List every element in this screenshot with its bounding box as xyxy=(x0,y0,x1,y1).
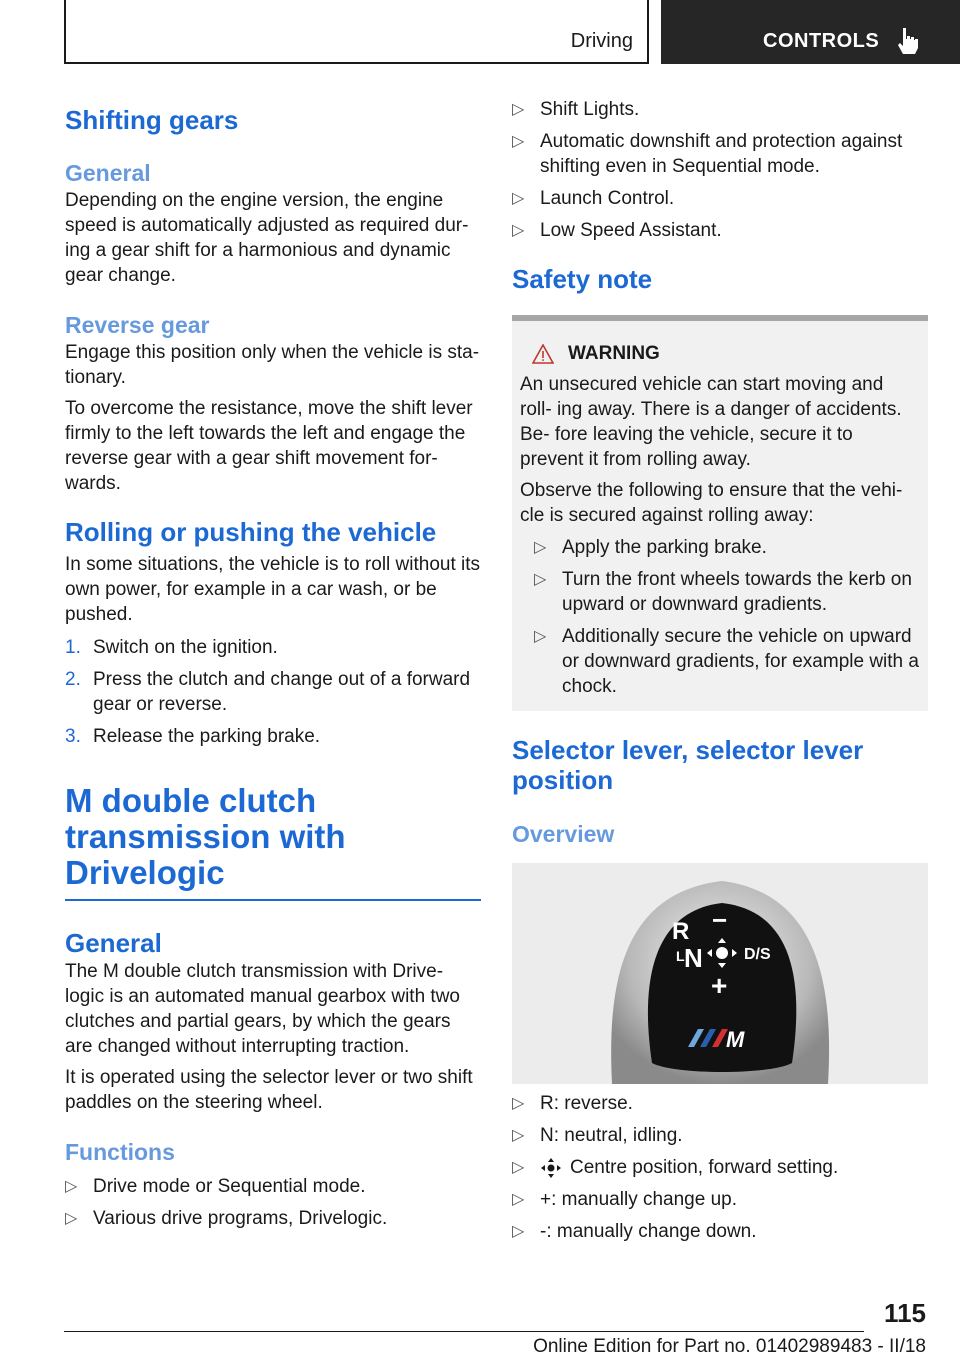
list-item: ▷ N: neutral, idling. xyxy=(512,1125,683,1146)
mdct-text-1: The M double clutch transmission with Drive‐ logic is an automated manual gearbox with two clutches and partial gears, by which the gears are changed without interrupting traction. xyxy=(65,961,461,1057)
list-item: ▷ Turn the front wheels towards the kerb on upward or downward gradients. xyxy=(534,569,912,615)
safety-note-heading: Safety note xyxy=(512,264,653,294)
warning-triangle-icon xyxy=(532,344,554,364)
warning-list xyxy=(520,535,920,699)
warning-text-1: An unsecured vehicle can start moving and roll‐ ing away. There is a danger of accidents. Be‐ fore leaving the vehicle, secure it to prevent it from rolling away. xyxy=(520,374,902,470)
left-column xyxy=(65,98,481,1231)
reverse-text-2: To overcome the resistance, move the shift lever firmly to the left towards the left and engage the reverse gear with a gear shift movement for‐ wards. xyxy=(65,398,473,494)
position-minus-label: − xyxy=(712,905,728,935)
position-n-label: N xyxy=(684,943,703,973)
mdct-general-heading: General xyxy=(65,928,162,958)
position-r-label: R xyxy=(672,918,690,945)
list-item: ▷ Shift Lights. xyxy=(512,99,640,120)
position-l-label: L xyxy=(676,948,685,964)
list-item: 1. Switch on the ignition. xyxy=(65,637,278,658)
list-item: 3. Release the parking brake. xyxy=(65,726,321,747)
functions-heading: Functions xyxy=(65,1139,175,1165)
position-plus-label: + xyxy=(711,970,728,1001)
selector-lever-image xyxy=(512,863,928,1084)
reverse-text-1: Engage this position only when the vehicle is sta‐ tionary. xyxy=(65,342,480,388)
header-section-box xyxy=(64,0,649,64)
right-column xyxy=(512,98,928,1244)
svg-text:M: M xyxy=(726,1027,745,1052)
general-heading: General xyxy=(65,160,151,186)
list-item: ▷ Apply the parking brake. xyxy=(534,537,767,558)
list-item: ▷ R: reverse. xyxy=(512,1093,633,1114)
header-chapter-tab xyxy=(661,0,960,64)
list-item: ▷ Various drive programs, Drivelogic. xyxy=(65,1208,388,1229)
positions-list xyxy=(512,1091,928,1244)
position-ds-label: D/S xyxy=(744,946,771,963)
list-item: ▷ -: manually change down. xyxy=(512,1221,757,1242)
selector-lever-heading: Selector lever, selector lever position xyxy=(512,735,864,795)
functions-list-continued xyxy=(512,97,928,243)
pointing-hand-icon xyxy=(897,26,919,54)
list-item: ▷ Centre position, forward setting. xyxy=(512,1157,839,1178)
footer-divider xyxy=(64,1331,864,1332)
rolling-heading: Rolling or pushing the vehicle xyxy=(65,517,437,547)
functions-list xyxy=(65,1174,481,1231)
list-item: ▷ Drive mode or Sequential mode. xyxy=(65,1176,366,1197)
warning-text-2: Observe the following to ensure that the vehi‐ cle is secured against rolling away: xyxy=(520,480,903,526)
rolling-text: In some situations, the vehicle is to roll without its own power, for example in a car wash, or be pushed. xyxy=(65,554,481,625)
overview-heading: Overview xyxy=(512,821,615,847)
centre-position-small-icon xyxy=(540,1157,562,1179)
warning-header xyxy=(520,341,920,366)
section-divider xyxy=(65,899,481,901)
edition-note: Online Edition for Part no. 01402989483 - II/18 xyxy=(533,1336,926,1357)
warning-box xyxy=(512,315,928,711)
general-text: Depending on the engine version, the engine speed is automatically adjusted as required dur‐ ing a gear shift for a harmonious and dynamic gear change. xyxy=(65,190,469,286)
list-item: ▷ Low Speed Assistant. xyxy=(512,220,722,241)
list-item: ▷ +: manually change up. xyxy=(512,1189,737,1210)
header-chapter-title: CONTROLS xyxy=(763,30,880,52)
header-section-title: Driving xyxy=(570,30,633,52)
list-item: 2. Press the clutch and change out of a forward gear or reverse. xyxy=(65,669,471,715)
reverse-gear-heading: Reverse gear xyxy=(65,312,210,338)
list-item: ▷ Launch Control. xyxy=(512,188,675,209)
rolling-steps xyxy=(65,635,481,749)
mdct-heading: M double clutch transmission with Drivelogic xyxy=(65,782,346,891)
shifting-gears-heading: Shifting gears xyxy=(65,105,239,135)
list-item: ▷ Automatic downshift and protection against shifting even in Sequential mode. xyxy=(512,131,903,177)
warning-label: WARNING xyxy=(568,343,660,364)
list-item: ▷ Additionally secure the vehicle on upward or downward gradients, for example with a chock. xyxy=(534,626,919,697)
mdct-text-2: It is operated using the selector lever or two shift paddles on the steering wheel. xyxy=(65,1067,473,1113)
gear-knob-illustration xyxy=(512,863,928,1084)
page-number: 115 xyxy=(884,1298,926,1328)
